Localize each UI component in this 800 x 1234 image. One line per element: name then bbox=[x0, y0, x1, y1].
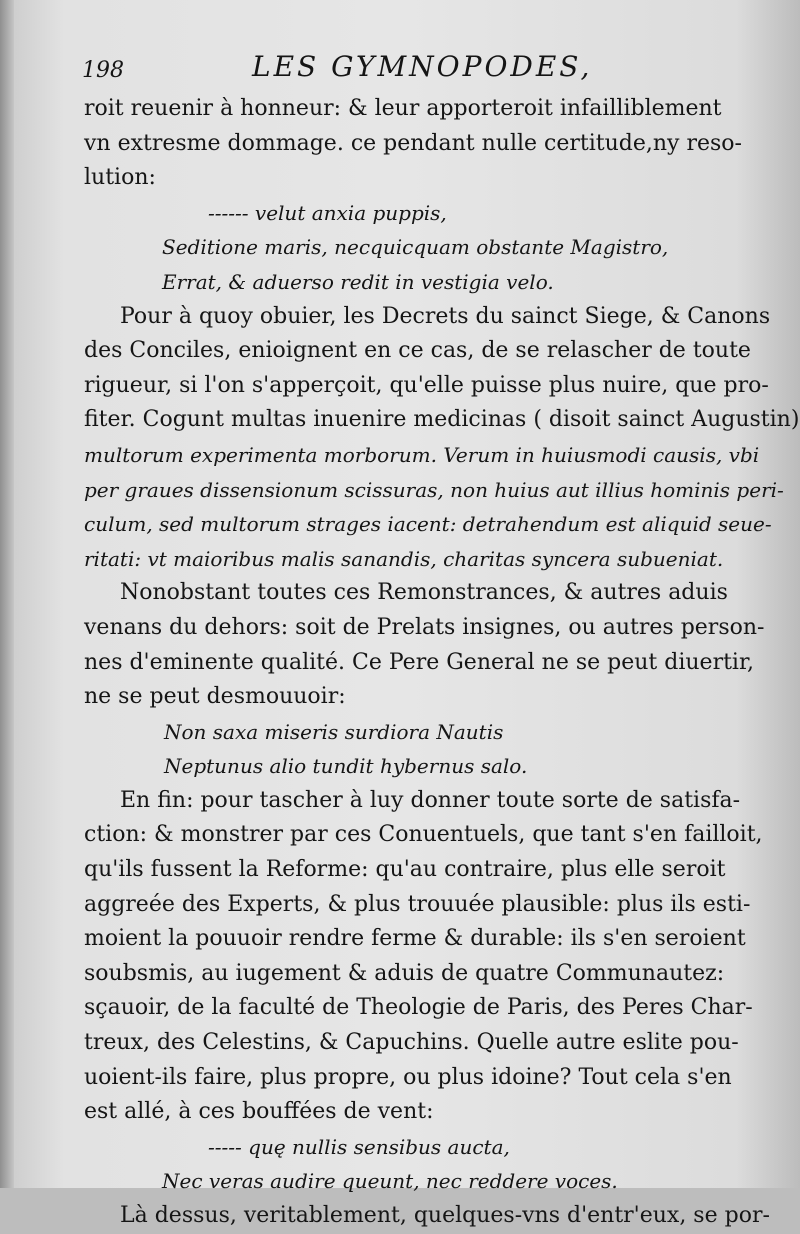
text-line: soubsmis, au iugement & aduis de quatre Communautez: bbox=[84, 960, 725, 986]
verse-line: Non saxa miseris surdiora Nautis bbox=[164, 719, 504, 744]
text-line: treux, des Celestins, & Capuchins. Quelle autre eslite pou- bbox=[84, 1030, 739, 1056]
text-line: En fin: pour tascher à luy donner toute sorte de satisfa- bbox=[120, 787, 741, 813]
text-line: lution: bbox=[84, 165, 156, 191]
text-line: multorum experimenta morborum. Verum in huiusmodi causis, vbi bbox=[84, 442, 760, 467]
text-line: ction: & monstrer par ces Conuentuels, que tant s'en failloit, bbox=[84, 822, 763, 848]
text-line: per graues dissensionum scissuras, non huius aut illius hominis peri- bbox=[84, 477, 784, 502]
text-line: ne se peut desmouuoir: bbox=[84, 684, 346, 710]
text-line: uoient-ils faire, plus propre, ou plus idoine? Tout cela s'en bbox=[84, 1064, 732, 1090]
text-line: Là dessus, veritablement, quelques-vns d'entr'eux, se por- bbox=[120, 1203, 770, 1228]
text-line: Pour à quoy obuier, les Decrets du sainct Siege, & Canons bbox=[120, 303, 771, 329]
text-line: est allé, à ces bouffées de vent: bbox=[84, 1099, 434, 1125]
text-line: moient la pouuoir rendre ferme & durable: ils s'en seroient bbox=[84, 926, 746, 952]
verse-line: Nec veras audire queunt, nec reddere voces. bbox=[162, 1169, 618, 1194]
text-line: fiter. Cogunt multas inuenire medicinas ( disoit sainct Augustin) bbox=[84, 407, 800, 433]
page-gutter bbox=[0, 0, 14, 1188]
page-header bbox=[82, 48, 722, 88]
verse-line: Seditione maris, necquicquam obstante Magistro, bbox=[162, 235, 669, 260]
body-text bbox=[84, 92, 800, 1234]
text-line: sçauoir, de la faculté de Theologie de Paris, des Peres Char- bbox=[84, 995, 753, 1021]
verse-line: Neptunus alio tundit hybernus salo. bbox=[164, 754, 528, 779]
text-line: culum, sed multorum strages iacent: detrahendum est aliquid seue- bbox=[84, 512, 772, 537]
text-line: des Conciles, enioignent en ce cas, de se relascher de toute bbox=[84, 338, 751, 364]
running-title: LES GYMNOPODES, bbox=[252, 50, 593, 83]
text-line: rigueur, si l'on s'apperçoit, qu'elle puisse plus nuire, que pro- bbox=[84, 372, 769, 398]
page-number: 198 bbox=[82, 58, 124, 83]
text-line: vn extresme dommage. ce pendant nulle certitude,ny reso- bbox=[84, 130, 742, 156]
text-line: nes d'eminente qualité. Ce Pere General ne se peut diuertir, bbox=[84, 649, 755, 675]
text-line: ritati: vt maioribus malis sanandis, charitas syncera subueniat. bbox=[84, 546, 724, 571]
text-line: qu'ils fussent la Reforme: qu'au contraire, plus elle seroit bbox=[84, 857, 726, 883]
verse-line: Errat, & aduerso redit in vestigia velo. bbox=[162, 269, 554, 294]
verse-line: ----- quę nullis sensibus aucta, bbox=[208, 1134, 510, 1159]
text-line: Nonobstant toutes ces Remonstrances, & autres aduis bbox=[120, 580, 728, 606]
text-line: aggreée des Experts, & plus trouuée plausible: plus ils esti- bbox=[84, 891, 751, 917]
verse-line: ------ velut anxia puppis, bbox=[208, 200, 447, 225]
text-line: roit reuenir à honneur: & leur apporteroit infailliblement bbox=[84, 96, 722, 121]
text-line: venans du dehors: soit de Prelats insignes, ou autres person- bbox=[84, 614, 765, 640]
